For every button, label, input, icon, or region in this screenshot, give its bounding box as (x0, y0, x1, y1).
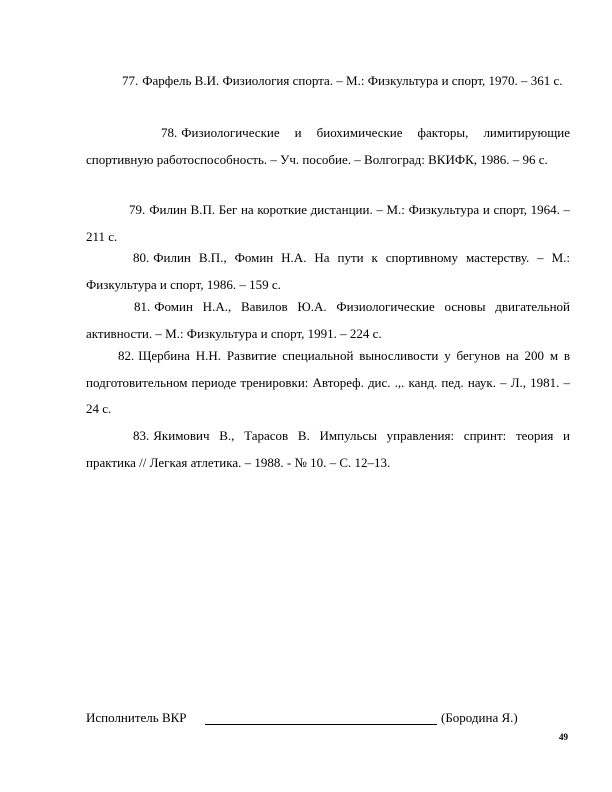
reference-number: 83. (133, 428, 150, 443)
signature-label: Исполнитель ВКР (86, 710, 187, 725)
reference-number: 77. (122, 73, 139, 88)
reference-77 (86, 68, 570, 95)
reference-number: 78. (161, 125, 178, 140)
reference-number: 80. (133, 250, 150, 265)
page-number: 49 (559, 732, 568, 742)
reference-text: Филин В.П. Бег на короткие дистанции. – М.: Физкультура и спорт, 1964. – 211 с. (86, 202, 570, 244)
reference-number: 79. (129, 202, 146, 217)
reference-text: Фомин Н.А., Вавилов Ю.А. Физиологические основы двигательной активности. – М.: Физкультура и спорт, 1991. – 224 с. (86, 299, 570, 341)
reference-79 (86, 197, 570, 250)
signature-person: (Бородина Я.) (441, 710, 518, 725)
reference-text: Фарфель В.И. Физиология спорта. – М.: Физкультура и спорт, 1970. – 361 с. (142, 73, 563, 88)
reference-text: Щербина Н.Н. Развитие специальной выносливости у бегунов на 200 м в подготовительном периоде тренировки: Автореф. дис. .,. канд. пед. наук. – Л., 1981. – 24 с. (86, 348, 570, 416)
reference-78 (86, 120, 570, 173)
reference-81 (86, 294, 570, 347)
reference-text: Физиологические и биохимические факторы, лимитирующие спортивную работоспособность. – Уч. пособие. – Волгоград: ВКИФК, 1986. – 96 с. (86, 125, 570, 167)
reference-80 (86, 245, 570, 298)
reference-number: 82. (118, 348, 135, 363)
reference-82 (86, 343, 570, 423)
reference-number: 81. (134, 299, 151, 314)
reference-83 (86, 423, 570, 476)
reference-text: Якимович В., Тарасов В. Импульсы управления: спринт: теория и практика // Легкая атлетика. – 1988. - № 10. – С. 12–13. (86, 428, 570, 470)
signature-line (205, 724, 437, 725)
reference-text: Филин В.П., Фомин Н.А. На пути к спортивному мастерству. – М.: Физкультура и спорт, 1986. – 159 с. (86, 250, 570, 292)
